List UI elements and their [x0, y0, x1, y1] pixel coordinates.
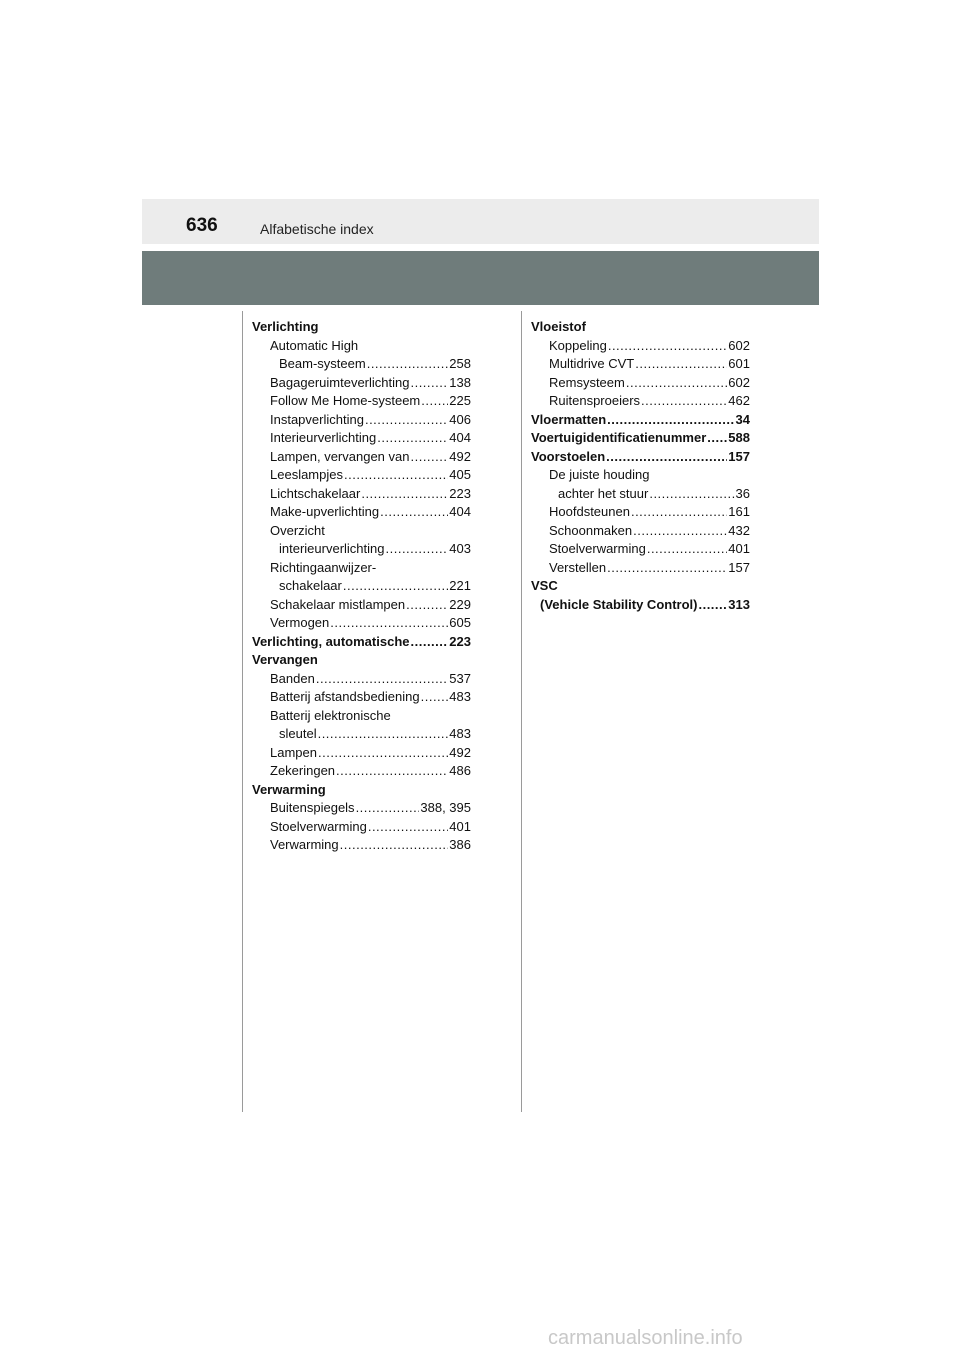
index-entry-term: Instapverlichting — [270, 411, 364, 427]
index-entry-term: Bagageruimteverlichting — [270, 374, 410, 390]
index-entry-term: Vloermatten — [531, 411, 607, 427]
index-subterm: Overzicht — [270, 522, 325, 538]
index-entry-page: 138 — [449, 374, 471, 390]
index-entry-page: 602 — [728, 374, 750, 390]
index-entry-term: Ruitensproeiers — [549, 393, 641, 408]
index-entry-page: 223 — [449, 485, 471, 501]
index-entry-term: Interieurverlichting — [270, 430, 377, 445]
index-entry — [252, 540, 471, 559]
index-entry — [531, 355, 750, 374]
index-entry-term: Banden — [270, 670, 315, 686]
dot-leader — [631, 503, 727, 522]
dot-leader — [626, 374, 727, 393]
index-entry — [531, 337, 750, 356]
index-entry-term: Schakelaar mistlampen — [270, 596, 406, 612]
index-entry — [252, 503, 471, 522]
index-entry-term: Stoelverwarming — [270, 818, 367, 834]
dot-leader — [698, 596, 727, 615]
index-heading: Verlichting — [252, 319, 319, 334]
index-entry-page: 36 — [735, 485, 750, 501]
index-entry-term: Lampen, vervangen van — [270, 448, 410, 464]
header-bar — [142, 199, 819, 244]
index-heading: Verwarming — [252, 781, 326, 797]
page-title: Alfabetische index — [260, 221, 374, 237]
dot-leader — [318, 725, 449, 744]
index-entry — [252, 725, 471, 744]
index-entry-page: 401 — [728, 541, 750, 556]
index-entry-page: 157 — [728, 559, 750, 575]
index-entry — [252, 762, 471, 781]
index-entry-page: 588 — [728, 430, 750, 445]
index-entry-term: Schoonmaken — [549, 522, 633, 538]
dot-leader — [330, 614, 448, 633]
index-entry-page: 462 — [728, 393, 750, 408]
index-entry — [531, 429, 750, 448]
index-entry — [252, 392, 471, 411]
index-entry-term: Batterij afstandsbediening — [270, 689, 420, 704]
index-entry — [531, 485, 750, 504]
dot-leader — [368, 818, 448, 837]
page-number: 636 — [186, 215, 218, 236]
dot-leader — [380, 503, 448, 522]
dot-leader — [340, 836, 449, 855]
index-heading: Vervangen — [252, 652, 318, 667]
index-column-right — [531, 318, 750, 614]
index-entry — [531, 540, 750, 559]
index-entry — [252, 577, 471, 596]
dot-leader — [649, 485, 734, 504]
dot-leader — [411, 633, 449, 652]
index-entry — [531, 411, 750, 430]
index-entry-term: Remsysteem — [549, 374, 625, 390]
index-entry-term: interieurverlichting — [279, 541, 385, 556]
header-band — [142, 251, 819, 305]
index-entry-page: 401 — [449, 818, 471, 834]
index-entry-page: 432 — [728, 522, 750, 538]
dot-leader — [386, 540, 449, 559]
right-column-rule — [521, 311, 522, 1112]
index-entry-page: 483 — [449, 726, 471, 741]
index-entry-page: 602 — [728, 337, 750, 353]
index-entry-term: sleutel — [279, 726, 317, 741]
index-entry-term: Koppeling — [549, 337, 607, 353]
dot-leader — [608, 337, 727, 356]
index-entry-page: 313 — [728, 596, 750, 612]
index-entry-page: 492 — [449, 448, 471, 464]
index-entry-term: Leeslampjes — [270, 467, 343, 482]
index-entry — [531, 596, 750, 615]
index-entry-page: 601 — [728, 356, 750, 371]
index-entry-page: 388, 395 — [420, 800, 471, 815]
index-entry-page: 225 — [449, 393, 471, 408]
dot-leader — [410, 374, 448, 393]
index-subterm: Batterij elektronische — [270, 707, 391, 723]
index-entry — [252, 485, 471, 504]
index-entry-page: 605 — [449, 615, 471, 630]
index-entry — [252, 799, 471, 818]
index-entry-page: 404 — [449, 430, 471, 445]
index-entry-page: 404 — [449, 504, 471, 519]
index-entry — [252, 448, 471, 467]
index-entry-page: 386 — [449, 837, 471, 852]
index-entry — [531, 448, 750, 467]
index-entry-page: 34 — [735, 411, 750, 427]
dot-leader — [707, 429, 727, 448]
index-entry — [252, 466, 471, 485]
index-entry-term: Voorstoelen — [531, 448, 606, 464]
index-entry-term: Make-upverlichting — [270, 504, 380, 519]
dot-leader — [406, 596, 448, 615]
index-entry — [252, 411, 471, 430]
index-entry-term: Lichtschakelaar — [270, 485, 361, 501]
index-heading: Vloeistof — [531, 319, 586, 334]
index-entry-page: 406 — [449, 411, 471, 427]
index-entry — [531, 559, 750, 578]
index-entry-page: 486 — [449, 763, 471, 778]
index-entry-term: Voertuigidentificatienummer — [531, 430, 707, 445]
index-entry-term: Beam-systeem — [279, 356, 366, 371]
index-entry-page: 229 — [449, 596, 471, 612]
index-entry — [531, 503, 750, 522]
index-entry-page: 161 — [728, 504, 750, 519]
index-entry — [531, 374, 750, 393]
index-entry-term: Verwarming — [270, 837, 339, 852]
index-entry — [252, 355, 471, 374]
index-entry-term: Buitenspiegels — [270, 800, 355, 815]
dot-leader — [607, 411, 734, 430]
index-heading: VSC — [531, 578, 558, 593]
index-subterm: Richtingaanwijzer- — [270, 559, 377, 575]
index-entry-page: 483 — [449, 689, 471, 704]
index-entry-term: Zekeringen — [270, 763, 336, 778]
index-entry-term: (Vehicle Stability Control) — [540, 596, 698, 612]
index-entry-term: schakelaar — [279, 578, 342, 593]
dot-leader — [421, 392, 448, 411]
index-entry-page: 403 — [449, 541, 471, 556]
index-entry — [531, 392, 750, 411]
index-entry-term: Stoelverwarming — [549, 541, 646, 556]
dot-leader — [377, 429, 448, 448]
index-entry-term: Verlichting, automatische — [252, 633, 410, 649]
index-entry-page: 537 — [449, 670, 471, 686]
dot-leader — [343, 577, 448, 596]
index-entry — [252, 688, 471, 707]
dot-leader — [365, 411, 448, 430]
dot-leader — [606, 448, 727, 467]
watermark: carmanualsonline.info — [548, 1327, 743, 1349]
dot-leader — [318, 744, 448, 763]
index-column-left — [252, 318, 471, 855]
index-entry-page: 492 — [449, 744, 471, 760]
index-entry-page: 157 — [728, 448, 750, 464]
dot-leader — [367, 355, 449, 374]
index-entry — [252, 614, 471, 633]
index-entry — [252, 670, 471, 689]
dot-leader — [633, 522, 727, 541]
index-entry-term: Multidrive CVT — [549, 356, 635, 371]
dot-leader — [336, 762, 448, 781]
index-entry-page: 258 — [449, 356, 471, 371]
index-subterm: De juiste houding — [549, 467, 650, 482]
index-entry — [252, 836, 471, 855]
index-entry-term: Hoofdsteunen — [549, 504, 630, 519]
index-entry — [252, 429, 471, 448]
left-column-rule — [242, 311, 243, 1112]
index-entry-term: Vermogen — [270, 615, 330, 630]
index-entry-term: Verstellen — [549, 559, 607, 575]
index-entry — [252, 596, 471, 615]
index-entry — [252, 374, 471, 393]
index-subterm: Automatic High — [270, 337, 359, 353]
dot-leader — [344, 466, 448, 485]
index-entry-page: 405 — [449, 467, 471, 482]
index-entry-page: 221 — [449, 578, 471, 593]
index-entry-term: Follow Me Home-systeem — [270, 393, 421, 408]
dot-leader — [647, 540, 727, 559]
index-entry — [252, 633, 471, 652]
dot-leader — [421, 688, 449, 707]
dot-leader — [356, 799, 420, 818]
dot-leader — [361, 485, 448, 504]
index-entry — [252, 818, 471, 837]
dot-leader — [607, 559, 727, 578]
index-entry — [531, 522, 750, 541]
index-entry — [252, 744, 471, 763]
dot-leader — [410, 448, 448, 467]
index-entry-term: Lampen — [270, 744, 317, 760]
index-entry-term: achter het stuur — [558, 485, 649, 501]
dot-leader — [635, 355, 727, 374]
dot-leader — [316, 670, 448, 689]
index-entry-page: 223 — [449, 633, 471, 649]
dot-leader — [641, 392, 727, 411]
